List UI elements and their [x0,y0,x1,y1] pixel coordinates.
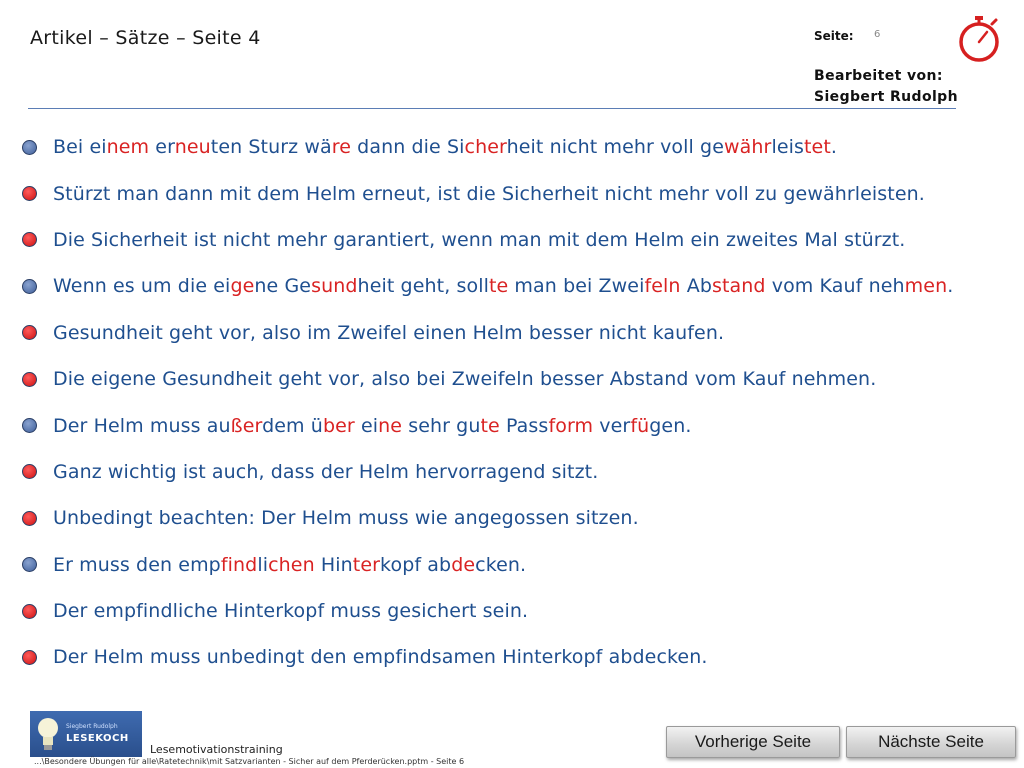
sentence-row [22,449,1022,495]
sentence-text [53,275,953,297]
text-segment: gen. [649,414,692,437]
highlighted-syllable: währ [724,136,772,159]
highlighted-syllable: stand [711,275,766,298]
highlighted-syllable: nem [106,136,150,159]
text-segment: ten Sturz wä [210,136,332,159]
highlighted-syllable: fü [630,414,650,437]
highlighted-syllable: re [331,136,352,159]
sentence-row [22,263,1022,309]
text-segment: Stürzt man dann mit dem Helm erneut, ist die Sicherheit nicht mehr voll zu gewährleisten. [53,182,925,205]
blue-bullet-icon [22,557,37,572]
text-segment: Die Sicherheit ist nicht mehr garantiert, wenn man mit dem Helm ein zweites Mal stürzt. [53,228,906,251]
text-segment: Ganz wichtig ist auch, dass der Helm hervorragend sitzt. [53,460,599,483]
highlighted-syllable: form [548,414,594,437]
text-segment: Der Helm muss unbedingt den empfindsamen Hinterkopf abdecken. [53,646,708,669]
highlighted-syllable: tet [803,136,831,159]
sentence-text [53,183,925,205]
editor-name: Siegbert Rudolph [814,89,958,105]
sentence-row [22,310,1022,356]
text-segment: sehr gu [402,414,481,437]
text-segment: er [149,136,175,159]
text-segment: Bei ei [53,136,107,159]
red-bullet-icon [22,372,37,387]
next-page-button[interactable]: Nächste Seite [846,726,1016,758]
lesekoch-logo [30,711,142,757]
highlighted-syllable: te [488,275,509,298]
sentence-row [22,634,1022,680]
highlighted-syllable: cher [464,136,507,159]
previous-page-button[interactable]: Vorherige Seite [666,726,840,758]
red-bullet-icon [22,464,37,479]
text-segment: Unbedingt beachten: Der Helm muss wie angegossen sitzen. [53,507,639,530]
text-segment: . [830,136,838,159]
text-segment: heit nicht mehr voll ge [506,136,724,159]
text-segment: . [947,275,954,298]
red-bullet-icon [22,232,37,247]
text-segment: Der Helm muss au [53,414,231,437]
sentence-text [53,461,598,483]
red-bullet-icon [22,511,37,526]
sentence-row [22,356,1022,402]
editor-info [814,66,958,108]
stopwatch-icon[interactable] [956,14,1002,64]
text-segment: Der empfindliche Hinterkopf muss gesichert sein. [53,600,529,623]
sentence-row [22,495,1022,541]
text-segment: ne Ge [254,275,312,298]
highlighted-syllable: ßer [230,414,263,437]
sentence-text [53,368,876,390]
lightbulb-icon [36,715,60,753]
red-bullet-icon [22,650,37,665]
text-segment: man bei Zwei [508,275,645,298]
highlighted-syllable: feln [644,275,681,298]
page-number: 6 [874,29,881,40]
text-segment: Ab [680,275,712,298]
highlighted-syllable: de [451,553,476,576]
page-label: Seite: [814,29,854,43]
page-title: Artikel – Sätze – Seite 4 [30,27,261,49]
logo-small-text: Siegbert Rudolph [66,723,118,730]
blue-bullet-icon [22,418,37,433]
text-segment: dann die Si [351,136,465,159]
sentence-text [53,322,724,344]
highlighted-syllable: ne [378,414,403,437]
sentence-row [22,542,1022,588]
sentence-row [22,217,1022,263]
sentence-list [22,124,1022,681]
highlighted-syllable: sund [311,275,358,298]
text-segment: heit geht, soll [357,275,489,298]
text-segment: leis [771,136,804,159]
sentence-text [53,229,905,251]
highlighted-syllable: ge [230,275,255,298]
text-segment: vom Kauf neh [765,275,905,298]
sentence-text [53,646,708,668]
highlighted-syllable: men [904,275,948,298]
highlighted-syllable: te [480,414,500,437]
red-bullet-icon [22,604,37,619]
sentence-text [53,600,528,622]
sentence-row [22,588,1022,634]
blue-bullet-icon [22,140,37,155]
red-bullet-icon [22,186,37,201]
sentence-row [22,170,1022,216]
sentence-row [22,124,1022,170]
text-segment: Er muss den emp [53,553,221,576]
text-segment: cken. [475,553,527,576]
text-segment: Gesundheit geht vor, also im Zweifel einen Helm besser nicht kaufen. [53,321,725,344]
text-segment: dem ü [262,414,323,437]
text-segment: Wenn es um die ei [53,275,231,298]
text-segment: ei [354,414,379,437]
highlighted-syllable: chen [268,553,315,576]
text-segment: kopf ab [380,553,452,576]
blue-bullet-icon [22,279,37,294]
text-segment: Pass [499,414,549,437]
text-segment: Hin [314,553,353,576]
sentence-text [53,554,526,576]
footer-label: Lesemotivationstraining [150,743,283,756]
sentence-text [53,507,639,529]
text-segment: Die eigene Gesundheit geht vor, also bei Zweifeln besser Abstand vom Kauf nehmen. [53,368,877,391]
sentence-text [53,415,692,437]
editor-label: Bearbeitet von: [814,68,943,84]
red-bullet-icon [22,325,37,340]
highlighted-syllable: ber [322,414,355,437]
highlighted-syllable: find [220,553,258,576]
highlighted-syllable: neu [174,136,211,159]
text-segment: li [257,553,269,576]
header-divider [28,108,956,109]
text-segment: ver [593,414,631,437]
sentence-row [22,402,1022,448]
sentence-text [53,136,837,158]
footer-path: ...\Besondere Übungen für alle\Ratetechnik\mit Satzvarianten - Sicher auf dem Pferderücken.pptm - Seite 6 [34,757,465,766]
highlighted-syllable: ter [352,553,381,576]
logo-big-text: LESEKOCH [66,733,129,744]
